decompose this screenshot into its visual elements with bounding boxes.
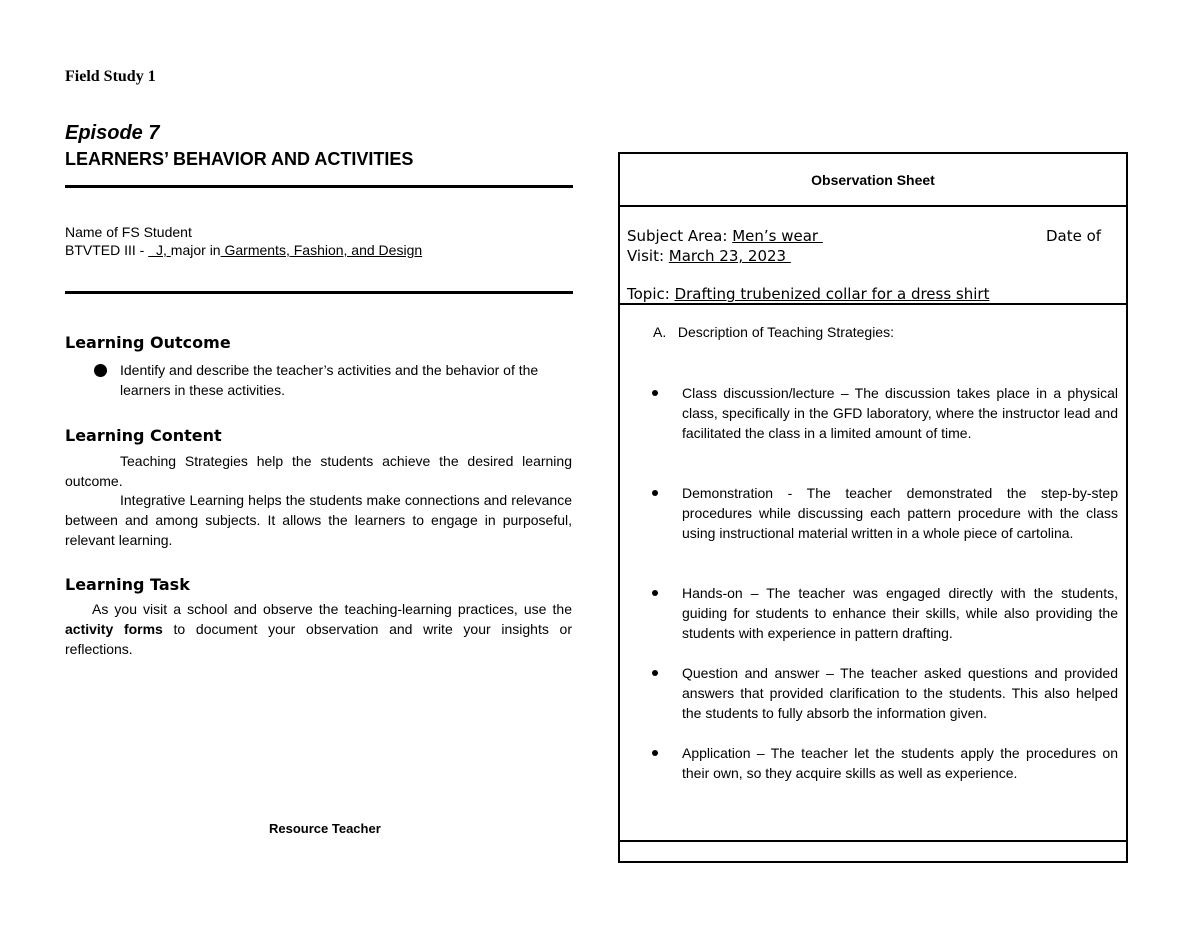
bullet-icon <box>94 364 107 377</box>
student-name-label: Name of FS Student <box>65 224 192 240</box>
strategy-text: Demonstration - The teacher demonstrated the step-by-step procedures while discussing each pattern procedure with the class using instructional material written in a whole piece of cartolina. <box>682 485 1118 541</box>
course-title: Field Study 1 <box>65 68 156 85</box>
resource-teacher-label: Resource Teacher <box>269 821 381 836</box>
bullet-icon <box>652 490 658 496</box>
strategy-text: Question and answer – The teacher asked questions and provided answers that provided clarification to the students. This also helped the students to fully absorb the information given. <box>682 665 1118 721</box>
strategy-item <box>652 483 1118 543</box>
title-divider <box>65 185 573 188</box>
section-value: J, <box>148 242 171 258</box>
strategy-item <box>652 663 1118 723</box>
learning-content-paragraph-2: Integrative Learning helps the students make connections and relevance between and among subjects. It allows the learners to engage in purposeful, relevant learning. <box>65 492 572 548</box>
student-divider <box>65 291 573 294</box>
strategy-text: Hands-on – The teacher was engaged directly with the students, guiding for students to enhance their skills, while also providing the students with experience in pattern drafting. <box>682 585 1118 641</box>
learning-task-text-2: to document your observation and write your insights or reflections. <box>65 621 572 657</box>
episode-title: Episode 7 <box>65 122 160 144</box>
observation-footer-divider <box>618 840 1128 842</box>
topic-line <box>627 284 989 304</box>
major-value: Garments, Fashion, and Design <box>220 242 423 258</box>
learning-task-text-1: As you visit a school and observe the teaching-learning practices, use the <box>92 601 572 617</box>
student-info <box>65 223 422 259</box>
learning-content-heading: Learning Content <box>65 426 222 445</box>
major-label: major in <box>170 242 221 258</box>
subject-area-value: Men’s wear <box>732 227 823 245</box>
learning-outcome-heading: Learning Outcome <box>65 333 231 352</box>
program-prefix: BTVTED III - <box>65 242 149 258</box>
strategy-item <box>652 383 1118 443</box>
learning-task-heading: Learning Task <box>65 575 190 594</box>
bullet-icon <box>652 750 658 756</box>
visit-label: Visit: <box>627 247 669 265</box>
observation-header-divider <box>618 205 1128 207</box>
subject-area-label: Subject Area: <box>627 227 733 245</box>
bullet-icon <box>652 390 658 396</box>
learning-outcome-item: Identify and describe the teacher’s activities and the behavior of the learners in these activities. <box>120 362 539 398</box>
strategy-item <box>652 743 1118 783</box>
date-of-label: Date of <box>1046 227 1102 245</box>
observation-topic-divider <box>618 303 1128 305</box>
visit-date-line <box>627 246 791 266</box>
strategy-text: Application – The teacher let the students apply the procedures on their own, so they acquire skills as well as experience. <box>682 745 1118 781</box>
bullet-icon <box>652 590 658 596</box>
strategy-text: Class discussion/lecture – The discussion takes place in a physical class, specifically in the GFD laboratory, where the instructor lead and facilitated the class in a limited amount of time. <box>682 385 1118 441</box>
subject-area-line <box>627 226 823 246</box>
learning-content-paragraph-1: Teaching Strategies help the students achieve the desired learning outcome. <box>65 453 572 489</box>
section-a-heading: A. Description of Teaching Strategies: <box>653 324 894 340</box>
student-program <box>65 241 422 259</box>
strategy-item <box>652 583 1118 643</box>
page-title: LEARNERS’ BEHAVIOR AND ACTIVITIES <box>65 149 414 169</box>
topic-value: Drafting trubenized collar for a dress shirt <box>674 285 990 303</box>
observation-sheet-title: Observation Sheet <box>811 172 935 188</box>
learning-task-paragraph <box>65 599 572 659</box>
visit-date-value: March 23, 2023 <box>668 247 791 265</box>
activity-forms-text: activity forms <box>65 621 163 637</box>
bullet-icon <box>652 670 658 676</box>
topic-label: Topic: <box>627 285 675 303</box>
